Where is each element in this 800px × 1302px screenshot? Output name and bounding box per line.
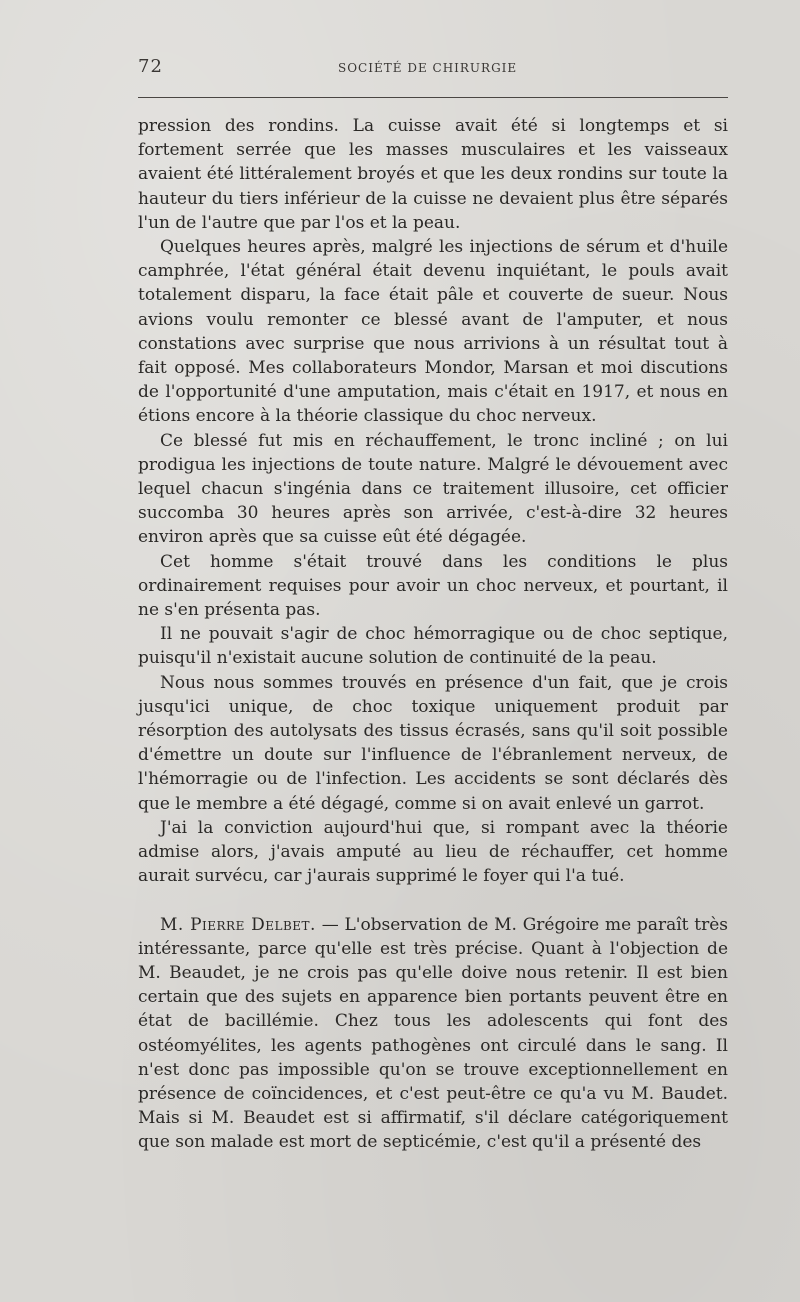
page-header bbox=[138, 56, 726, 86]
paragraph: Cet homme s'était trouvé dans les conditions le plus ordinairement requises pour avoir un choc nerveux, et pourtant, il ne s'en présenta pas. bbox=[138, 551, 728, 621]
speaker-paragraph bbox=[138, 913, 728, 1155]
speaker-remarks: — L'observation de M. Grégoire me paraît très intéressante, parce qu'elle est très précise. Quant à l'objection de M. Beaudet, je ne crois pas qu'elle doive nous retenir. Il est bien certain que des sujets en apparence bien portants peuvent être en état de bacillémie. Chez tous les adolescents qui font des ostéomyélites, les agents pathogènes ont circulé dans le sang. Il n'est donc pas impossible qu'on se trouve exceptionnellement en présence de coïncidences, et c'est peut-être ce qu'a vu M. Baudet. Mais si M. Beaudet est si affirmatif, s'il déclare catégoriquement que son malade est mort de septicémie, c'est qu'il a présenté des bbox=[138, 914, 728, 1153]
running-head: SOCIÉTÉ DE CHIRURGIE bbox=[338, 61, 518, 75]
paragraph: Quelques heures après, malgré les injections de sérum et d'huile camphrée, l'état général était devenu inquiétant, le pouls avait totalement disparu, la face était pâle et couverte de sueur. Nous avions voulu remonter ce blessé avant de l'amputer, et nous constations avec surprise que nous arrivions à un résultat tout à fait opposé. Mes collaborateurs Mondor, Marsan et moi discutions de l'opportunité d'une amputation, mais c'était en 1917, et nous en étions encore à la théorie classique du choc nerveux. bbox=[138, 237, 728, 427]
speaker-name: M. Pierre Delbet. bbox=[160, 914, 316, 935]
page-number: 72 bbox=[138, 56, 163, 77]
paragraph: Il ne pouvait s'agir de choc hémorragique ou de choc septique, puisqu'il n'existait aucune solution de continuité de la peau. bbox=[138, 624, 728, 669]
paragraph: Ce blessé fut mis en réchauffement, le tronc incliné ; on lui prodigua les injections de toute nature. Malgré le dévouement avec lequel chacun s'ingénia dans ce traitement illusoire, cet officier succomba 30 heures après son arrivée, c'est-à-dire 32 heures environ après que sa cuisse eût été dégagée. bbox=[138, 430, 728, 548]
paragraph: Nous nous sommes trouvés en présence d'un fait, que je crois jusqu'ici unique, de choc toxique uniquement produit par résorption des autolysats des tissus écrasés, sans qu'il soit possible d'émettre un doute sur l'influence de l'ébranlement nerveux, de l'hémorragie ou de l'infection. Les accidents se sont déclarés dès que le membre a été dégagé, comme si on avait enlevé un garrot. bbox=[138, 672, 728, 814]
body-text bbox=[138, 114, 728, 1155]
header-rule bbox=[138, 97, 728, 98]
paragraph: J'ai la conviction aujourd'hui que, si rompant avec la théorie admise alors, j'avais amputé au lieu de réchauffer, cet homme aurait survécu, car j'aurais supprimé le foyer qui l'a tué. bbox=[138, 817, 728, 887]
paragraph-continuation: pression des rondins. La cuisse avait été si longtemps et si fortement serrée que les masses musculaires et les vaisseaux avaient été littéralement broyés et que les deux rondins sur toute la hauteur du tiers inférieur de la cuisse ne devaient plus être séparés l'un de l'autre que par l'os et la peau. bbox=[138, 116, 728, 233]
